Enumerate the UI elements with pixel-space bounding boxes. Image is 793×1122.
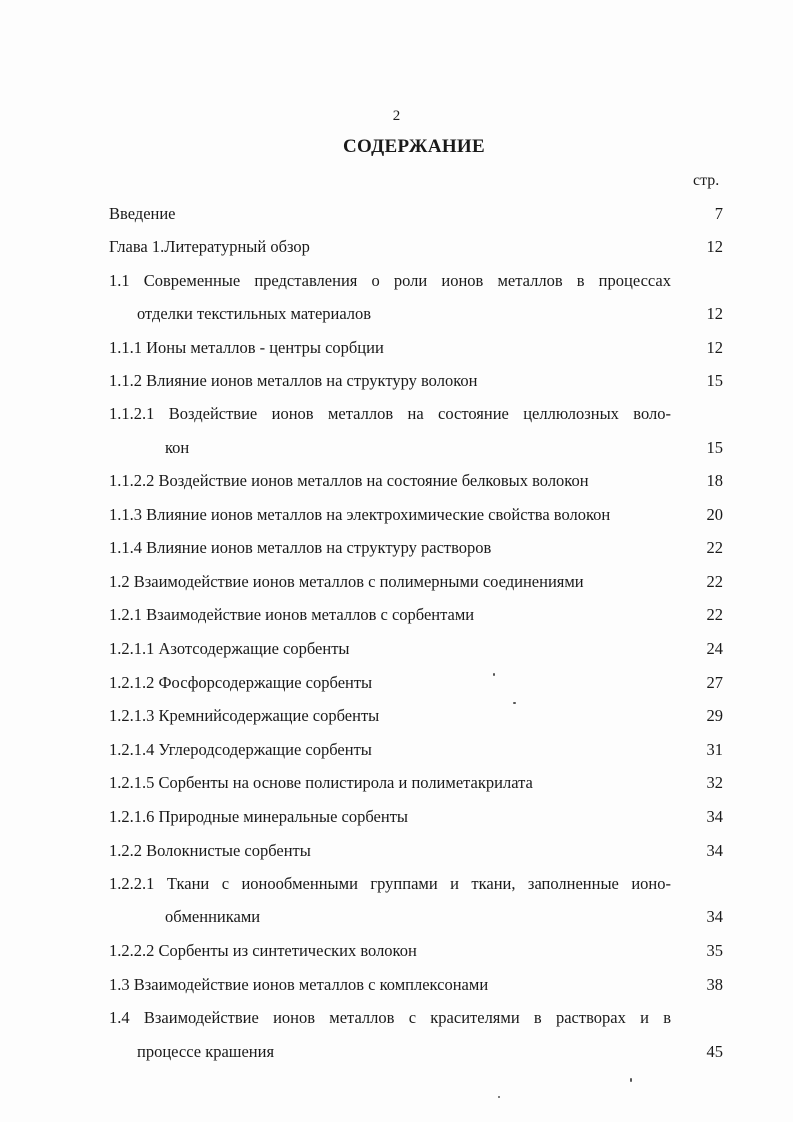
toc-entry-page: 35 — [706, 941, 723, 960]
toc-entry-page: 18 — [706, 471, 723, 490]
toc-entry-text: отделки текстильных материалов — [137, 304, 372, 323]
toc-entry-page: 45 — [706, 1042, 723, 1061]
toc-entry-text: 1.1.3 Влияние ионов металлов на электрохимические свойства волокон — [109, 505, 611, 524]
page-column-header: стр. — [693, 172, 720, 189]
toc-entry-page: 34 — [706, 907, 723, 926]
toc-entry-text: 1.2.2 Волокнистые сорбенты — [109, 841, 311, 860]
toc-entry-page: 27 — [706, 673, 723, 692]
toc-entry-page: 7 — [714, 204, 723, 223]
toc-entry-text: 1.2.1.2 Фосфорсодержащие сорбенты — [109, 673, 373, 692]
toc-entry-text: 1.1.2.1 Воздействие ионов металлов на состояние целлюлозных воло- — [109, 404, 671, 423]
toc-entry-text: 1.2.1.5 Сорбенты на основе полистирола и полиметакрилата — [109, 773, 533, 792]
toc-entry-page: 22 — [706, 572, 723, 591]
toc-entry-text: 1.4 Взаимодействие ионов металлов с красителями в растворах и в — [109, 1008, 671, 1027]
toc-entry-text: 1.2.1.3 Кремнийсодержащие сорбенты — [109, 706, 380, 725]
scan-speck — [630, 1078, 632, 1082]
toc-entry-text: 1.2 Взаимодействие ионов металлов с полимерными соединениями — [109, 572, 584, 591]
toc-entry-text: 1.3 Взаимодействие ионов металлов с комплексонами — [109, 975, 489, 994]
page-title: СОДЕРЖАНИЕ — [343, 136, 485, 157]
toc-entry-text: 1.2.1.4 Углеродсодержащие сорбенты — [109, 740, 372, 759]
toc-entry-page: 12 — [706, 304, 723, 323]
toc-entry-text: Глава 1.Литературный обзор — [109, 237, 310, 256]
toc-entry-page: 29 — [706, 706, 723, 725]
toc-entry-text: 1.1.2 Влияние ионов металлов на структуру волокон — [109, 371, 478, 390]
toc-entry-text: процессе крашения — [137, 1042, 275, 1061]
toc-entry-page: 32 — [706, 773, 723, 792]
toc-entry-text: кон — [165, 438, 190, 457]
toc-entry-text: обменниками — [165, 907, 261, 926]
toc-entry-text: 1.1.4 Влияние ионов металлов на структуру растворов — [109, 538, 492, 557]
scan-speck — [513, 702, 516, 704]
toc-entry-text: Введение — [109, 204, 176, 223]
toc-entry-page: 22 — [706, 538, 723, 557]
toc-entry-page: 15 — [706, 438, 723, 457]
toc-entry-page: 24 — [706, 639, 723, 658]
toc-entry-text: 1.2.1 Взаимодействие ионов металлов с сорбентами — [109, 605, 475, 624]
toc-entry-text: 1.1 Современные представления о роли ионов металлов в процессах — [109, 271, 671, 290]
toc-entry-page: 12 — [706, 338, 723, 357]
toc-entry-page: 34 — [706, 841, 723, 860]
toc-entry-page: 38 — [706, 975, 723, 994]
toc-entry-page: 22 — [706, 605, 723, 624]
toc-entry-page: 12 — [706, 237, 723, 256]
toc-entry-page: 15 — [706, 371, 723, 390]
toc-entry-page: 31 — [706, 740, 723, 759]
toc-entry-text: 1.2.2.2 Сорбенты из синтетических волокон — [109, 941, 417, 960]
toc-entry-text: 1.2.2.1 Ткани с ионообменными группами и ткани, заполненные ионо- — [109, 874, 671, 893]
toc-entry-page: 34 — [706, 807, 723, 826]
page-number: 2 — [392, 108, 401, 124]
toc-entry-text: 1.1.2.2 Воздействие ионов металлов на состояние белковых волокон — [109, 471, 589, 490]
scan-speck — [493, 673, 495, 676]
scan-speck — [498, 1096, 500, 1098]
toc-entry-text: 1.1.1 Ионы металлов - центры сорбции — [109, 338, 384, 357]
toc-entry-page: 20 — [706, 505, 723, 524]
toc-entry-text: 1.2.1.1 Азотсодержащие сорбенты — [109, 639, 350, 658]
toc-entry-text: 1.2.1.6 Природные минеральные сорбенты — [109, 807, 408, 826]
